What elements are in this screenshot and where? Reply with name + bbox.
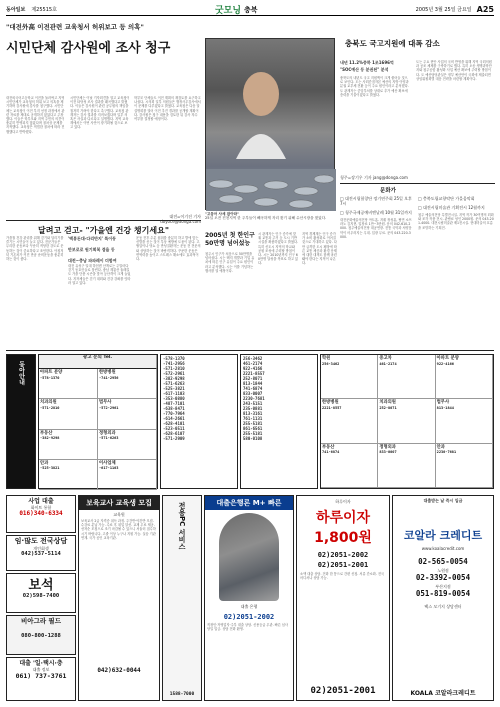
header-right xyxy=(416,5,494,14)
phone-b-15[interactable]: 255-5181 xyxy=(243,431,263,436)
column-story xyxy=(6,220,201,236)
ad-cell-r6[interactable] xyxy=(436,399,493,443)
ad-loan-business-title: 사업 대출 xyxy=(28,498,54,505)
ad-cell-2-phone: -741-2956 xyxy=(99,375,119,380)
ad-koala-fax: 팩스 모기지 상담센터 xyxy=(424,604,462,609)
ad-jewel-phone: 02)598-7400 xyxy=(22,593,60,599)
ad-cell-1-phone: -578-1370 xyxy=(40,375,60,380)
ad-cell-r2-phone: 461-2174 xyxy=(379,361,397,366)
phone-b-12[interactable]: 761-1131 xyxy=(243,416,263,421)
ad-cell-r4-phone: 2221-8557 xyxy=(322,405,342,410)
phone-a-5[interactable]: -571-6263 xyxy=(163,381,185,386)
events-list-right xyxy=(418,196,495,293)
ad-koala-credit[interactable] xyxy=(392,495,494,701)
ad-loan-business-name: 화이트 통합 xyxy=(30,505,52,510)
ad-loan-mplus-phone: 02)2051-2002 xyxy=(223,613,275,621)
ad-daily-interest-phone-big: 02)2051-2001 xyxy=(310,686,376,696)
phone-list-a xyxy=(161,355,237,442)
lead-kicker: "대전外高 이전관련 교육청서 허위보고 등 의혹" xyxy=(6,23,144,31)
ad-cell-3-phone: -571-2810 xyxy=(40,405,60,410)
ad-cell-r5-phone: 252-8071 xyxy=(379,405,397,410)
ad-cell-r3-label: 아파트 분양 xyxy=(436,356,459,361)
phone-directory-a xyxy=(160,354,238,489)
photo-caption-title: "고등어 사세 잡아라" xyxy=(205,212,240,216)
lead-headline: 시민단체 감사원에 조사 청구 xyxy=(6,41,171,56)
phone-directory-b xyxy=(240,354,318,489)
ad-jewel[interactable] xyxy=(6,573,76,613)
ad-daily-interest-phone-1: 02)2051-2002 xyxy=(317,551,369,559)
ad-rehab[interactable] xyxy=(6,535,76,571)
column-subheads xyxy=(68,236,132,263)
ad-cell-r2[interactable] xyxy=(378,355,435,399)
column-sub3: 대전~충남 파파레이 더합여 xyxy=(68,258,117,263)
ad-nursery-edu-body: 보육교사 2급 자격증 취득 과정. 주간반·야간반 모집. 수강료 분납 가능. 수료 후 취업 알선. 교재 무료 제공. 선착순 모집으로 조기 마감될 수 있으니 서둘러 접수하시기 바랍니다. 고졸 이상 누구나 지원 가능. 실습 기관 연계. 국가 공인 교육기관. xyxy=(81,519,156,540)
events-body-left: 대전문화예술의전당 아트홀. 지휘 정성훈, 협연 소프라노 김지현. 입장료 1만~3만원. 문의 042-610-2000. 청주예술의전당 대공연장. 전통 국악과 서양음악이 어우러지는 무대. 입장 무료. 문의 043-220-3000. xyxy=(340,218,412,239)
photo-illustration xyxy=(206,39,336,211)
side-headline: 충북도 국고지원에 대폭 감소 xyxy=(345,39,440,48)
phone-b-11[interactable]: 813-3161 xyxy=(243,411,263,416)
ad-rehab-phone: 042)537-5114 xyxy=(21,551,61,557)
side-byline: 청주=장기우 기자 jang@donga.com xyxy=(340,175,408,180)
phone-b-2[interactable]: 922-4166 xyxy=(243,366,263,371)
grid-left-cells xyxy=(39,369,157,490)
feature-headline-2: 50만명 넘어섰능 xyxy=(205,240,251,247)
ad-cell-r5-label: 치과의원 xyxy=(379,400,396,406)
ad-koala-branch-3: 부산지점 xyxy=(435,584,451,589)
event-item-2: □ 청주국제공예비엔날레 10월 31일까지 xyxy=(340,210,412,215)
lead-byline: 대전=이기진 기자 doyoce@donga.com xyxy=(160,214,201,224)
ad-cell-r4[interactable] xyxy=(321,399,378,443)
phone-b-5[interactable]: 813-1844 xyxy=(243,381,263,386)
ad-cell-r7[interactable] xyxy=(321,444,378,488)
ad-cell-r5[interactable] xyxy=(378,399,435,443)
ad-taxi-loan-phone: 061) 737-3761 xyxy=(15,672,67,680)
phone-a-4[interactable]: -382-9298 xyxy=(163,376,185,381)
ad-cell-8[interactable] xyxy=(98,460,157,490)
side-body-col2: 도는 주요 현안 사업의 국비 반영을 위해 지역 국회의원과 공조 체제를 구축하기로 했다. 특히 오송 생명과학단지와 청주공항 활성화 사업 예산 확보에 주력할 방침이다. 도 예산담당관실은 정부 예산안이 국회에 제출되면 상임위원회별 대응 전략을 마련할 계획이다. xyxy=(416,60,492,81)
events-body-right: 청주 예술의전당 특별전시실. 지역 작가 30여명의 회화와 조각 작품 전시. 관람료 성인 2000원. 문의 043-201-4000. 대전시립미술관 제1전시실. 현대미술의 흐름을 조망하는 기획전. xyxy=(418,213,494,230)
ad-cell-6-phone: -571-6263 xyxy=(99,436,119,441)
phone-a-16[interactable]: -571-2909 xyxy=(163,436,185,441)
side-story xyxy=(345,38,495,49)
ad-vertical-phone: 1588-7000 xyxy=(169,692,195,697)
ad-cell-3[interactable] xyxy=(39,399,98,429)
newspaper-name: 동아일보 xyxy=(6,7,26,13)
ad-taxi-loan[interactable] xyxy=(6,657,76,701)
news-photo-market xyxy=(205,38,335,210)
ad-nursery-edu-name: 교육원 xyxy=(113,512,125,517)
ad-pharma-phone: 080-800-1288 xyxy=(21,633,61,639)
side-subheads xyxy=(340,60,410,72)
ad-cell-r1[interactable] xyxy=(321,355,378,399)
events-box xyxy=(340,183,495,311)
column-body-col3: 운동 전후 수분 섭취를 충분히 하고 발에 맞는 신발을 신는 것이 부상 예방에 도움이 된다. 고혈압이나 당뇨 등 만성질환자는 운동 전 전문의와 상담하는 것이 바람직하다. 꾸준한 운동은 면역력을 높이고 스트레스 해소에도 효과적이다. xyxy=(136,236,201,262)
ad-vertical-text: 전용PC 서비스 xyxy=(178,502,186,550)
ad-cell-r1-label: 학원 xyxy=(322,356,331,361)
phone-b-0[interactable]: 256-3462 xyxy=(243,356,263,361)
ad-cell-r6-label: 법무사 xyxy=(436,400,450,406)
issue-number: 제25515호 xyxy=(31,7,57,13)
feature-body-col3: 지역 경제계는 인구 증가가 소비 활성화로 이어질 것으로 기대하고 있다. 다만 급격한 도시 팽창에 따른 교통 체증과 환경 문제에 대한 대책도 함께 마련돼야 한다는 지적이 나온다. xyxy=(302,232,337,266)
phone-a-0[interactable]: -578-1370 xyxy=(163,356,185,361)
phone-a-2[interactable]: -571-2810 xyxy=(163,366,185,371)
side-sub2: "SOC예산 등 분권된" 분석 xyxy=(340,67,389,72)
ad-cell-3-label: 치과의원 xyxy=(40,400,57,406)
column-headline: 달려고 걷고- "가을엔 건강 챙기세요" xyxy=(38,226,169,235)
photo-caption xyxy=(205,212,337,221)
event-item-3: □ 충북도립교향악단 가을음악회 xyxy=(418,196,475,201)
ad-cell-r7-phone: 741-6874 xyxy=(322,450,340,455)
ad-koala-phone-3: 051-819-0054 xyxy=(415,589,471,598)
ad-cell-r7-label: 부동산 xyxy=(322,444,335,450)
ad-loan-mplus-title: 대출은행론 M+ 빠른 xyxy=(205,496,293,510)
ad-nursery-edu-title: 보육교사 교육생 모집 xyxy=(79,496,159,510)
phone-b-13[interactable]: 255-5181 xyxy=(243,421,263,426)
phone-a-6[interactable]: -525-3821 xyxy=(163,386,185,391)
phone-a-14[interactable]: -523-0511 xyxy=(163,426,185,431)
phone-a-11[interactable]: -770-7964 xyxy=(163,411,185,416)
phone-b-16[interactable]: 580-0108 xyxy=(243,436,263,441)
ad-cell-r9[interactable] xyxy=(436,444,493,488)
ad-cell-7[interactable] xyxy=(39,460,98,490)
ad-cell-1-label: 아파트 분양 xyxy=(40,370,63,375)
ad-cell-4[interactable] xyxy=(98,399,157,429)
feature-body-col2: 시 관계자는 인구 증가에 맞춰 교통과 주거 등 도시 기반 시설을 확충하겠다고 밝혔다. 특히 신도시 지역의 학교와 공원 조성에 주력할 방침이다. 시는 2010년까지 인구 60만명 달성을 목표로 하고 있다. xyxy=(258,232,298,266)
ad-cell-5[interactable] xyxy=(39,430,98,460)
phone-list-b xyxy=(241,355,317,442)
classifieds-label xyxy=(6,354,36,489)
phone-a-3[interactable]: -572-2961 xyxy=(163,371,185,376)
ad-cell-4-phone: -572-2961 xyxy=(99,405,119,410)
ad-cell-r3-phone: 922-4166 xyxy=(436,361,454,366)
ad-rehab-name: 개인회생 xyxy=(33,546,49,551)
phone-b-7[interactable]: 833-0007 xyxy=(243,391,263,396)
ad-cell-r3[interactable] xyxy=(436,355,493,399)
phone-a-15[interactable]: -628-6107 xyxy=(163,431,185,436)
phone-b-10[interactable]: 235-0881 xyxy=(243,406,263,411)
ad-nursery-edu-phone: 042)632-0044 xyxy=(97,667,141,674)
column-sub2: 만보로로 원기회복 겸을 등 xyxy=(68,247,115,252)
section-name: 충북 xyxy=(244,5,258,14)
small-ads-grid-left xyxy=(38,354,158,489)
classifieds-title: 동아안내 xyxy=(17,361,25,385)
event-item-1: □ 대전시립합창단 정기연주회 25일 오후 7시 xyxy=(340,196,412,206)
ad-cell-2-label: 한방병원 xyxy=(99,370,116,375)
ad-daily-interest[interactable] xyxy=(296,495,390,701)
ad-nursery-edu[interactable] xyxy=(78,495,160,701)
ad-loan-business-phone: 016)340-6334 xyxy=(19,510,63,517)
column-sub1: '백봉돈대-다리만지' 특이동 xyxy=(68,236,117,241)
phone-b-14[interactable]: 861-6561 xyxy=(243,426,263,431)
feature-body-col1: 청주시 인구가 처음으로 50만명을 넘어섰다. 시는 택지 개발과 기업 유치에 따른 인구 유입이 주요 원인이라고 분석했다. 시는 이를 기념하는 행사를 열 예정이다. xyxy=(205,252,255,273)
ad-daily-interest-name: 하루이자 xyxy=(335,499,351,504)
feature-headline-1: 2005년 첫 한인구 xyxy=(205,232,255,239)
phone-a-12[interactable]: -614-2661 xyxy=(163,416,185,421)
photo-caption-text: 25일 오전 진천지역 한 주부들이 빼곡하게 자리 찾기 위해 수산시장을 찾았다. xyxy=(205,216,327,221)
ad-cell-1[interactable] xyxy=(39,369,98,399)
ad-cell-7-label: 안과 xyxy=(40,460,49,466)
phone-a-10[interactable]: -638-8471 xyxy=(163,406,185,411)
ad-cell-8-phone: -617-1103 xyxy=(99,466,119,471)
ad-cell-7-phone: -525-3821 xyxy=(40,466,60,471)
ad-rehab-title: 임·많도 전국상담 xyxy=(14,537,68,545)
ad-pharma[interactable] xyxy=(6,615,76,655)
ad-koala-tagline: 대출받는 날 즉시 입금 xyxy=(423,498,463,503)
lead-story xyxy=(6,22,201,56)
column-body-col1: 가을철 건강 관리를 위해 걷기와 달리기를 즐기는 시민들이 늘고 있다. 전문가들은 무리한 운동보다 꾸준히 적당한 강도로 운동하는 것이 중요하다고 조언한다. 아침저녁 기온차가 커진 만큼 준비운동을 충분히 하는 것이 좋다. xyxy=(6,236,64,262)
ad-cell-r8-label: 정형외과 xyxy=(379,444,396,450)
ad-cell-r8[interactable] xyxy=(378,444,435,488)
ad-daily-interest-title: 하루이자 1,800원 xyxy=(314,510,372,546)
ad-loan-business[interactable] xyxy=(6,495,76,533)
lead-body-col2: 시민단체는 이날 기자회견을 열고 교육청이 이전 타당성 조사 결과를 왜곡했다고 밝혔다. 이들은 감사원이 관련 공무원의 책임을 철저히 가려야 한다고 촉구했다. 교육청 관계자는 감사 결과를 지켜보겠다며 일부 의혹은 사실과 다르다고 설명했다. 지역 교육계에서는 이번 사안이 장기화될 것으로 보고 있다. xyxy=(70,96,130,130)
phone-a-1[interactable]: -741-2956 xyxy=(163,361,185,366)
column-body-col2: 대전 유성구 일대 하천변 산책로는 주말마다 걷기 동호인들로 붐빈다. 충남 계룡산 둘레길도 가을 단풍 시즌을 맞아 등산객이 크게 늘었다. 지자체들은 걷기 대회와 건강 강좌를 잇따라 열고 있다. xyxy=(68,264,131,285)
ad-koala-phone-2: 02-3392-0054 xyxy=(415,573,471,582)
phone-b-8[interactable]: 2230-7681 xyxy=(243,396,265,401)
ad-loan-mplus-name: 대출 은행 xyxy=(240,604,258,609)
section-logo xyxy=(215,3,258,16)
phone-b-4[interactable]: 252-8071 xyxy=(243,376,263,381)
ad-cell-6[interactable] xyxy=(98,430,157,460)
side-body-col1: 충북도의 내년도 국고 지원액이 크게 줄어들 것으로 보인다. 도는 사회간접자본 예산의 지방 이양과 분권 교부세 전환 등이 주요 원인이라고 분석했다. 도 관계자는 중앙부처를 상대로 추가 예산 확보에 총력을 기울이겠다고 밝혔다. xyxy=(340,76,409,97)
ad-cell-r1-phone: 256-3462 xyxy=(322,361,340,366)
ad-koala-branch-2: 노원점 xyxy=(437,568,449,573)
phone-b-6[interactable]: 741-6874 xyxy=(243,386,263,391)
ad-cell-6-label: 정형외과 xyxy=(99,430,116,436)
ad-jewel-title: 보석 xyxy=(28,578,54,593)
phone-a-7[interactable]: -617-1103 xyxy=(163,391,185,396)
ad-cell-r9-label: 안과 xyxy=(436,444,445,450)
ad-koala-title: 코알라 크레디트 xyxy=(403,529,483,542)
ad-koala-website: www.koalacredit.com xyxy=(421,546,465,551)
ad-cell-r4-label: 한방병원 xyxy=(322,400,339,406)
page-number: A25 xyxy=(476,5,494,14)
phone-a-8[interactable]: -353-0880 xyxy=(163,396,185,401)
ad-cell-r9-phone: 2230-7681 xyxy=(436,450,457,455)
events-title: 문화가 xyxy=(380,188,396,194)
ad-cell-5-label: 부동산 xyxy=(40,430,53,436)
ad-cell-2[interactable] xyxy=(98,369,157,399)
phone-b-9[interactable]: 243-5151 xyxy=(243,401,263,406)
ad-cell-r2-label: 중고차 xyxy=(379,356,392,361)
small-ads-grid-right xyxy=(320,354,494,489)
ad-section-divider xyxy=(6,350,494,351)
phone-a-9[interactable]: -487-7101 xyxy=(163,401,185,406)
ad-loan-mplus[interactable] xyxy=(204,495,294,701)
lead-body-col3: 학부모 단체들도 이전 계획의 재검토를 요구하고 나섰다. 시의회 일부 의원들은 행정사무감사에서 이 문제를 다루겠다고 밝혔다. 교육청은 다음 달 설명회를 열어 이전 추진 경과를 공개할 계획이다. 감사원은 청구 내용을 검토한 뒤 감사 착수 여부를 결정할 예정이다. xyxy=(134,96,201,122)
phone-b-1[interactable]: 461-2174 xyxy=(243,361,263,366)
ad-pharma-title: 비아그라 필드 xyxy=(21,617,61,625)
page-header xyxy=(6,4,494,16)
ad-model-photo xyxy=(219,513,279,601)
issue-date: 2005년 3월 25일 금요일 xyxy=(415,7,472,13)
lead-body-col1: 대전외국어고등학교 이전을 둘러싸고 지역 시민단체가 교육청의 허위 보고 의혹을 제기하며 감사원에 감사를 청구했다. 시민단체는 교육청이 이전 부지 선정 과정에서 관련 자료를 제대로 공개하지 않았다고 주장했다. 이들은 학부모와 지역 주민의 의견이 충분히 반영되지 않았다며 절차상 문제를 지적했다. 교육청은 적법한 절차에 따라 진행했다고 반박했다. xyxy=(6,96,65,134)
ad-loan-mplus-body: 직장인·자영업자·주부 대출 상담. 신용등급 무관. 빠른 심사 당일 입금. 상담 전화 환영. xyxy=(207,623,288,632)
grid-left-header: 광고 문의 Tel. xyxy=(39,355,157,369)
ad-vertical[interactable] xyxy=(162,495,202,701)
section-logo-text: 굿모닝 xyxy=(214,6,242,16)
ad-taxi-loan-name: 대출 정보 xyxy=(32,667,50,672)
ad-cell-5-phone: -382-9298 xyxy=(40,436,60,441)
phone-b-3[interactable]: 2221-8557 xyxy=(243,371,265,376)
ad-daily-interest-body: 소액 대출 상담. 전화 한 통으로 간편 신청. 서류 간소화. 전국 어디서나 상담 가능. xyxy=(300,572,384,581)
ad-taxi-loan-title: 대출 '일·택시·충 xyxy=(19,660,63,667)
phone-a-13[interactable]: -628-4101 xyxy=(163,421,185,426)
events-list-left xyxy=(340,196,412,298)
ad-cell-4-label: 법무사 xyxy=(99,400,112,406)
ad-koala-footer: KOALA 코알라크레디트 xyxy=(410,690,476,697)
ad-daily-interest-phone-2: 02)2051-2001 xyxy=(317,561,369,569)
ad-cell-8-label: 이사업체 xyxy=(99,460,116,466)
feature-story xyxy=(205,232,255,248)
side-sub1: 내년 11.2%증하 1조1696억 xyxy=(340,60,394,65)
ad-cell-r6-phone: 813-1844 xyxy=(436,405,454,410)
ad-cell-r8-phone: 833-0007 xyxy=(379,450,397,455)
header-left xyxy=(6,6,57,13)
ad-koala-phone-1: 02-565-0054 xyxy=(418,557,468,566)
event-item-4: □ 대전시립미술관 기획전시 12월까지 xyxy=(418,205,485,210)
